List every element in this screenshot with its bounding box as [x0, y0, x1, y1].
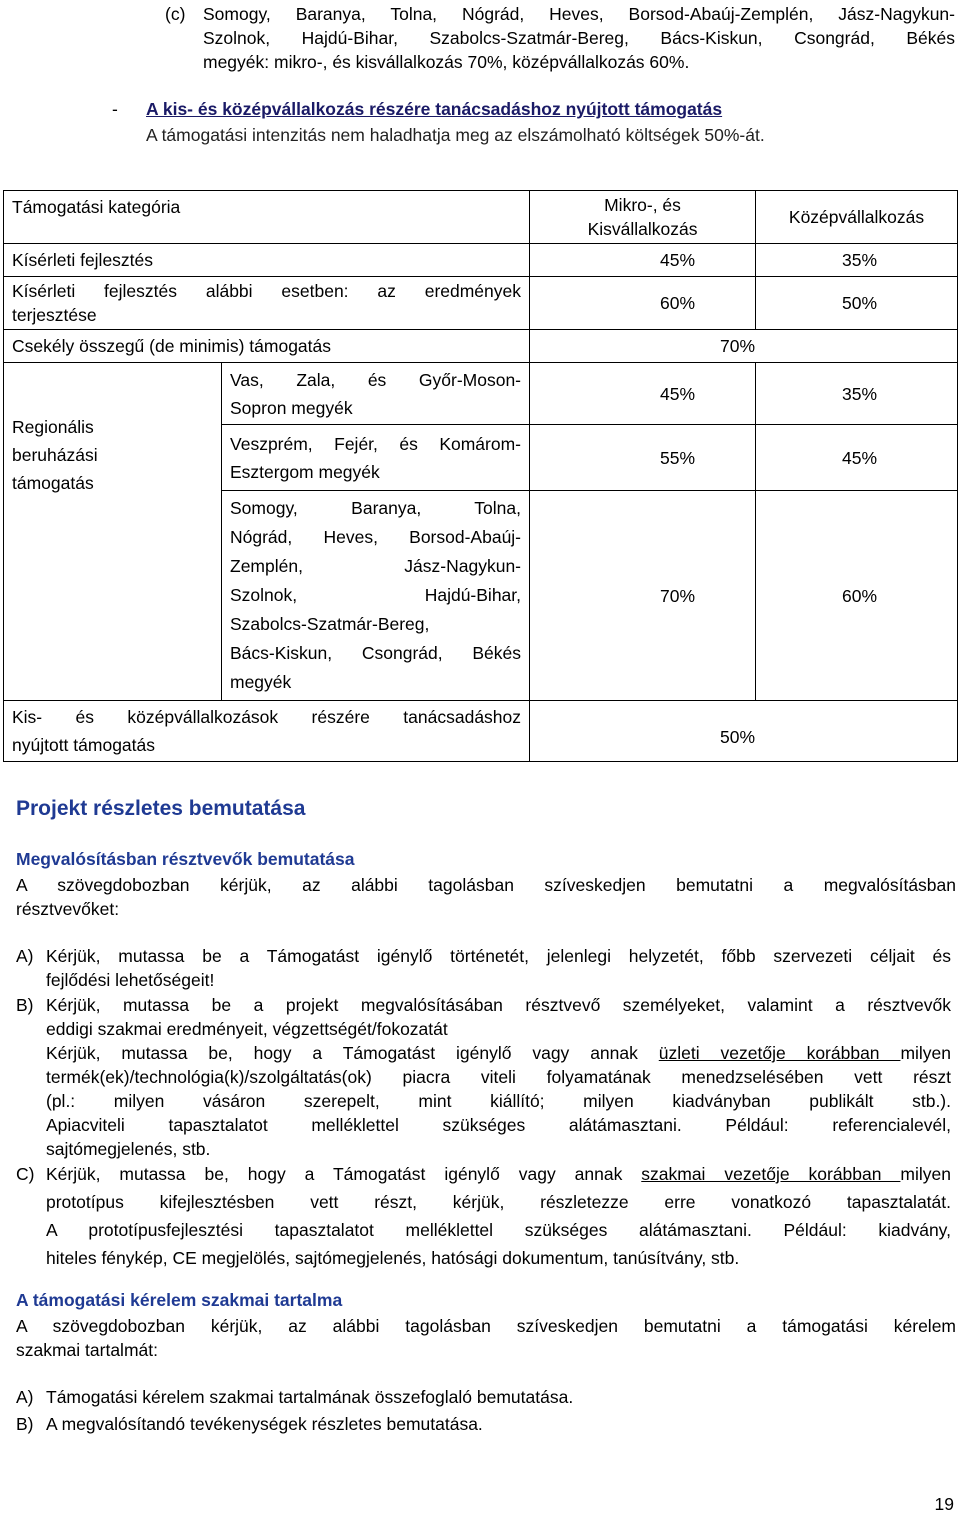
- list-text-line: Kérjük, mutassa be a projekt megvalósításában résztvevő személyeket, valamint a résztvevők: [46, 995, 951, 1015]
- regional-label-line: beruházási: [12, 445, 98, 465]
- region-line: Bács-Kiskun, Csongrád, Békés: [230, 643, 522, 663]
- text-run: milyen: [900, 1164, 951, 1184]
- table-header-row: [4, 191, 958, 244]
- list-text-line: Apiacviteli tapasztalatot melléklettel szükséges alátámasztani. Például: referencialevél,: [46, 1115, 951, 1135]
- text-run: Kérjük, mutassa be, hogy a Támogatást igénylő vagy annak: [46, 1043, 659, 1063]
- region-line: megyék: [230, 672, 292, 692]
- list-marker: B): [16, 1414, 34, 1434]
- table-row: [4, 244, 958, 277]
- list-item-b: [16, 993, 951, 1161]
- row-label-line: terjesztése: [12, 305, 97, 325]
- regional-label-line: támogatás: [12, 473, 94, 493]
- list-marker: C): [16, 1164, 35, 1184]
- cell-medium: 60%: [756, 491, 958, 701]
- region-line: Sopron megyék: [230, 397, 353, 418]
- list-text-line: prototípus kifejlesztésben vett részt, kérjük, részletezze erre vonatkozó tapasztalatát.: [46, 1192, 951, 1212]
- regional-label: [4, 363, 222, 701]
- list-text-line: [46, 1160, 951, 1188]
- page-number: 19: [934, 1494, 954, 1514]
- row-label-line: nyújtott támogatás: [12, 735, 155, 755]
- table-row: [4, 701, 958, 762]
- region-line: Nógrád, Heves, Borsod-Abaúj-: [230, 527, 522, 547]
- list-text-line: sajtómegjelenés, stb.: [46, 1139, 211, 1159]
- region-cell: [222, 425, 530, 491]
- cell-combined: 70%: [530, 330, 958, 363]
- table-row: [4, 363, 958, 425]
- list-text-line: A megvalósítandó tevékenységek részletes bemutatása.: [46, 1414, 483, 1434]
- header-category: Támogatási kategória: [4, 191, 530, 244]
- list-item-a2: [16, 1385, 951, 1409]
- paragraph: [16, 1314, 956, 1362]
- header-micro: [530, 191, 756, 244]
- list-text-line: termék(ek)/technológia(k)/szolgáltatás(ok) piacra viteli folyamatának menedzselésében vett részt: [46, 1067, 951, 1087]
- list-marker: B): [16, 995, 34, 1015]
- list-text-line: fejlődési lehetőségeit!: [46, 970, 215, 990]
- region-line: Zemplén, Jász-Nagykun-: [230, 556, 522, 576]
- list-item-c2: [16, 1160, 951, 1272]
- region-line: Esztergom megyék: [230, 461, 380, 482]
- support-intensity-table: [3, 190, 958, 762]
- list-item-c: [165, 2, 955, 74]
- subsection-heading: Megvalósításban résztvevők bemutatása: [16, 849, 355, 869]
- paragraph-line: A szövegdobozban kérjük, az alábbi tagolásban szíveskedjen bemutatni a támogatási kérelem: [16, 1316, 956, 1336]
- table-row: [4, 277, 958, 330]
- cell-combined: 50%: [530, 701, 958, 762]
- header-medium: Középvállalkozás: [756, 191, 958, 244]
- region-line: Vas, Zala, és Győr-Moson-: [230, 369, 522, 390]
- row-label: Kísérleti fejlesztés: [4, 244, 530, 277]
- list-text-line: eddigi szakmai eredményeit, végzettségét/fokozatát: [46, 1019, 448, 1039]
- cell-medium: 45%: [756, 425, 958, 491]
- cell-medium: 50%: [756, 277, 958, 330]
- cell-medium: 35%: [756, 244, 958, 277]
- list-text-line: Támogatási kérelem szakmai tartalmának összefoglaló bemutatása.: [46, 1387, 574, 1407]
- section-title: Projekt részletes bemutatása: [16, 797, 306, 820]
- cell-micro: 55%: [530, 425, 756, 491]
- paragraph: [16, 873, 956, 921]
- row-label: [4, 277, 530, 330]
- region-line: Somogy, Baranya, Tolna,: [230, 498, 522, 518]
- header-micro-line: Mikro-, és: [604, 195, 681, 215]
- paragraph-line: szakmai tartalmát:: [16, 1340, 158, 1360]
- list-text-line: A prototípusfejlesztési tapasztalatot melléklettel szükséges alátámasztani. Például: kiadvány,: [46, 1220, 951, 1240]
- list-text-line: megyék: mikro-, és kisvállalkozás 70%, középvállalkozás 60%.: [203, 52, 690, 72]
- list-item-b2: [16, 1412, 951, 1436]
- regional-label-line: Regionális: [12, 417, 94, 437]
- header-micro-line: Kisvállalkozás: [587, 219, 698, 239]
- cell-micro: 45%: [530, 363, 756, 425]
- region-cell: [222, 491, 530, 701]
- row-label: [4, 701, 530, 762]
- text-run: milyen: [900, 1043, 952, 1063]
- cell-micro: 70%: [530, 491, 756, 701]
- region-line: Szabolcs-Szatmár-Bereg,: [230, 614, 430, 634]
- row-label-line: Kísérleti fejlesztés alábbi esetben: az eredmények: [12, 281, 522, 301]
- list-text-line: Somogy, Baranya, Tolna, Nógrád, Heves, Borsod-Abaúj-Zemplén, Jász-Nagykun-: [203, 4, 955, 24]
- paragraph-line: résztvevőket:: [16, 899, 120, 919]
- list-marker: A): [16, 946, 34, 966]
- subsection-heading: A támogatási kérelem szakmai tartalma: [16, 1290, 343, 1310]
- row-label: Csekély összegű (de minimis) támogatás: [4, 330, 530, 363]
- list-text-line: [46, 1041, 951, 1065]
- underlined-text: üzleti vezetője korábban: [658, 1043, 901, 1063]
- region-cell: [222, 363, 530, 425]
- cell-micro: 60%: [530, 277, 756, 330]
- table-row: [4, 330, 958, 363]
- list-item-a: [16, 944, 951, 992]
- paragraph-line: A szövegdobozban kérjük, az alábbi tagolásban szíveskedjen bemutatni a megvalósításban: [16, 875, 956, 895]
- list-text-line: (pl.: milyen vásáron szerepelt, mint kiállító; milyen kiadványban publikált stb.).: [46, 1091, 951, 1111]
- bullet-item: [112, 96, 952, 148]
- row-label-line: Kis- és középvállalkozások részére tanácsadáshoz: [12, 707, 522, 727]
- list-marker: A): [16, 1387, 34, 1407]
- list-text-line: Szolnok, Hajdú-Bihar, Szabolcs-Szatmár-Bereg, Bács-Kiskun, Csongrád, Békés: [203, 28, 955, 48]
- region-line: Veszprém, Fejér, és Komárom-: [230, 433, 522, 454]
- bullet-marker: -: [112, 99, 118, 119]
- region-line: Szolnok, Hajdú-Bihar,: [230, 585, 522, 605]
- cell-micro: 45%: [530, 244, 756, 277]
- underlined-text: szakmai vezetője korábban: [641, 1164, 901, 1184]
- list-text-line: hiteles fénykép, CE megjelölés, sajtómegjelenés, hatósági dokumentum, tanúsítvány, stb.: [46, 1248, 740, 1268]
- text-run: Kérjük, mutassa be, hogy a Támogatást igénylő vagy annak: [46, 1164, 642, 1184]
- bullet-body: A támogatási intenzitás nem haladhatja meg az elszámolható költségek 50%-át.: [146, 125, 765, 145]
- cell-medium: 35%: [756, 363, 958, 425]
- bullet-title: A kis- és középvállalkozás részére tanácsadáshoz nyújtott támogatás: [146, 99, 723, 119]
- list-marker: (c): [165, 4, 186, 24]
- list-text-line: Kérjük, mutassa be a Támogatást igénylő történetét, jelenlegi helyzetét, főbb szervezeti céljait és: [46, 946, 951, 966]
